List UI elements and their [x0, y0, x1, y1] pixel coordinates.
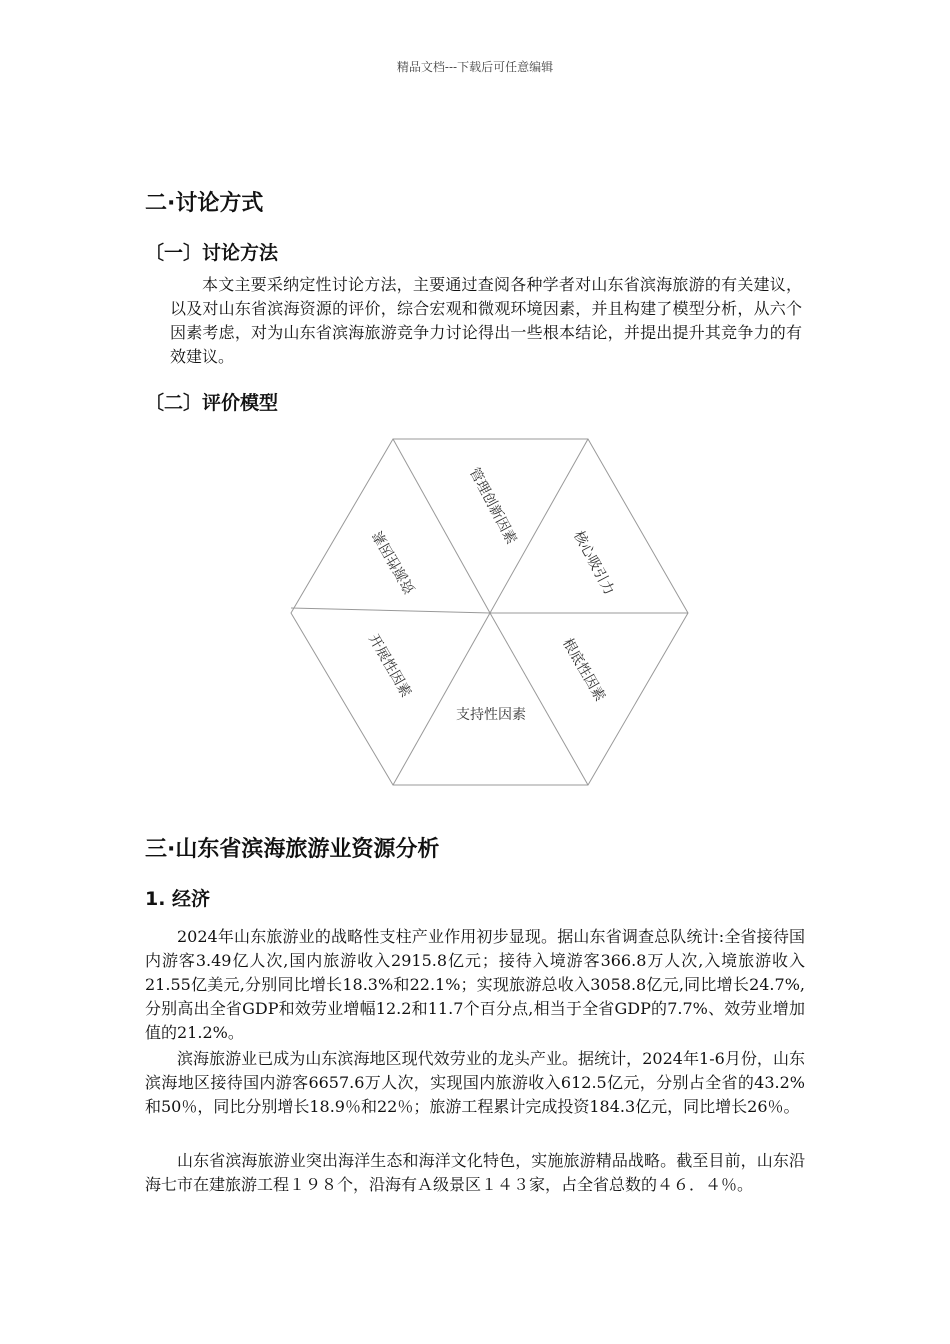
label-core-attraction: 核心吸引力 [570, 528, 618, 598]
spoke-left [291, 608, 490, 613]
subsection-method-heading: 〔一〕讨论方法 [145, 242, 279, 264]
method-paragraph: 本文主要采纳定性讨论方法，主要通过查阅各种学者对山东省滨海旅游的有关建议，以及对山东省滨海资源的评价，综合宏观和微观环境因素，并且构建了模型分析，从六个因素考虑，对为山东省滨海旅游竞争力讨论得出一些根本结论，并提出提升其竞争力的有效建议。 [170, 275, 802, 366]
label-management-innovation: 管理创新因素 [465, 465, 520, 547]
economy-paragraph-3: 山东省滨海旅游业突出海洋生态和海洋文化特色，实施旅游精品战略。截至目前，山东沿海七市在建旅游工程１９８个，沿海有Ａ级景区１４３家，占全省总数的４６．４％。 [145, 1151, 805, 1194]
subsection-economy-heading: 1. 经济 [145, 888, 211, 910]
economy-paragraph-2: 滨海旅游业已成为山东滨海地区现代效劳业的龙头产业。据统计，2024年1-6月份，山东滨海地区接待国内游客6657.6万人次，实现国内旅游收入612.5亿元，分别占全省的43.2%和50％，同比分别增长18.9％和22％；旅游工程累计完成投资184.3亿元，同比增长26％。 [145, 1049, 805, 1116]
economy-paragraph-1: 2024年山东旅游业的战略性支柱产业作用初步显现。据山东省调查总队统计:全省接待国内游客3.49亿人次,国内旅游收入2915.8亿元；接待入境游客366.8万人次,入境旅游收入21.55亿美元,分别同比增长18.3%和22.1%；实现旅游总收入3058.8亿元,同比增长24.7%,分别高出全省GDP和效劳业增幅12.2和11.7个百分点,相当于全省GDP的7.7%、效劳业增加值的21.2%。 [145, 927, 805, 1042]
spoke-bottom-left [393, 613, 490, 785]
subsection-model-heading: 〔二〕评价模型 [145, 392, 279, 414]
section-2-heading: 二·讨论方式 [145, 191, 264, 216]
label-resource-factor: 资源性因素 [370, 527, 419, 597]
label-development-factor: 开展性因素 [365, 631, 414, 701]
label-fundamental-factor: 根底性因素 [559, 635, 608, 705]
section-3-heading: 三·山东省滨海旅游业资源分析 [145, 837, 440, 862]
label-support-factor: 支持性因素 [456, 707, 526, 723]
page-header: 精品文档---下载后可任意编辑 [396, 60, 554, 74]
